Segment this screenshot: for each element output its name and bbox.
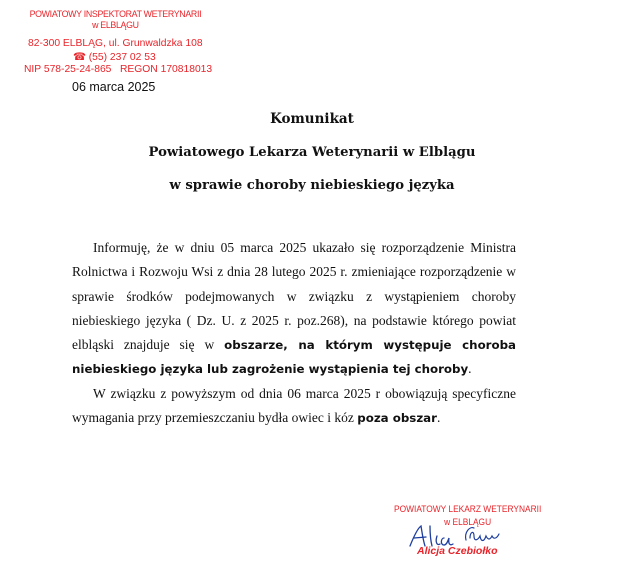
paragraph-1-text: Informuję, że w dniu 05 marca 2025 ukazało się rozporządzenie Ministra Rolnictwa i Rozwoju Wsi z dnia 28 lutego 2025 r. zmieniające rozporządzenie w sprawie środków podejmowanych w związku z wystąpieniem choroby niebieskiego języka ( Dz. U. z 2025 r. poz.268), na podstawie którego powiat elbląski znajduje się w xyxy=(72,240,516,353)
title-line2: Powiatowego Lekarza Weterynarii w Elblągu xyxy=(148,145,476,160)
stamp-phone-number: (55) 237 02 53 xyxy=(88,52,156,63)
document-date: 06 marca 2025 xyxy=(72,80,156,94)
paragraph-2 xyxy=(72,382,516,431)
stamp-institution-name xyxy=(28,9,203,31)
paragraph-1-bold: obszarze, na którym występuje choroba niebieskiego języka lub zagrożenie wystąpienia tej choroby xyxy=(72,338,517,377)
signature-stamp-line2: w ELBLĄGU xyxy=(444,517,492,527)
stamp-nip-regon: NIP 578-25-24-865 REGON 170818013 xyxy=(24,64,213,75)
announcement-body xyxy=(72,236,516,430)
paragraph-2-end: . xyxy=(436,410,441,426)
paragraph-1-end: . xyxy=(468,361,472,377)
signature-stamp-name: Alicja Czebiołko xyxy=(417,545,498,557)
signature-stamp-line1: POWIATOWY LEKARZ WETERYNARII xyxy=(394,504,542,514)
phone-icon: ☎ xyxy=(73,52,86,63)
paragraph-2-bold: poza obszar xyxy=(357,411,437,426)
paragraph-1 xyxy=(72,236,516,382)
stamp-name-line1: POWIATOWY INSPEKTORAT WETERYNARII xyxy=(29,9,202,20)
title-line1: Komunikat xyxy=(270,111,354,127)
stamp-address: 82-300 ELBLĄG, ul. Grunwaldzka 108 xyxy=(28,38,203,49)
title-line3: w sprawie choroby niebieskiego języka xyxy=(169,178,455,193)
stamp-name-line2: w ELBLĄGU xyxy=(92,20,139,31)
stamp-phone xyxy=(73,51,156,63)
paragraph-2-text: W związku z powyższym od dnia 06 marca 2025 r obowiązują specyficzne wymagania przy przemieszczaniu bydła owiec i kóz xyxy=(72,385,516,426)
